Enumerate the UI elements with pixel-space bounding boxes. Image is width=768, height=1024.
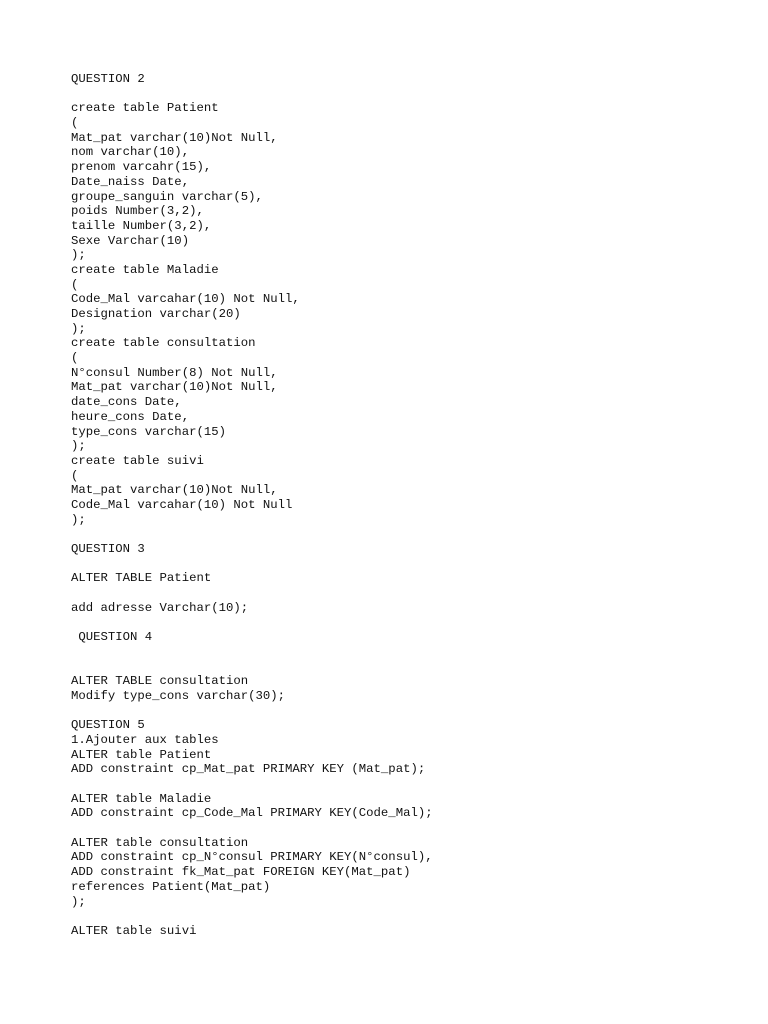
- text-line: ALTER table suivi: [71, 923, 197, 938]
- text-line: poids Number(3,2),: [71, 204, 204, 219]
- sql-code-text: [71, 72, 751, 939]
- text-line: heure_cons Date,: [71, 409, 190, 424]
- text-line: Code_Mal varcahar(10) Not Null: [71, 497, 293, 512]
- text-line: );: [71, 248, 86, 263]
- text-line: ALTER table consultation: [71, 835, 249, 850]
- text-line: create table Patient: [71, 101, 219, 116]
- text-line: nom varchar(10),: [71, 145, 190, 160]
- text-line: ALTER TABLE Patient: [71, 571, 212, 586]
- text-line: );: [71, 439, 86, 454]
- text-line: ALTER TABLE consultation: [71, 674, 249, 689]
- blank-line: [71, 527, 751, 542]
- blank-line: [71, 87, 751, 102]
- text-line: type_cons varchar(15): [71, 424, 226, 439]
- blank-line: [71, 645, 751, 660]
- text-line: Designation varchar(20): [71, 307, 241, 321]
- text-line: QUESTION 5: [71, 718, 145, 733]
- text-line: Modify type_cons varchar(30);: [71, 688, 286, 703]
- text-line: groupe_sanguin varchar(5),: [71, 189, 263, 204]
- blank-line: [71, 615, 751, 630]
- text-line: create table Maladie: [71, 262, 219, 277]
- text-line: ADD constraint cp_N°consul PRIMARY KEY(N°consul),: [71, 850, 433, 865]
- text-line: Sexe Varchar(10): [71, 233, 190, 248]
- text-line: N°consul Number(8) Not Null,: [71, 365, 278, 380]
- text-line: prenom varcahr(15),: [71, 160, 212, 175]
- blank-line: [71, 586, 751, 601]
- text-line: create table consultation: [71, 336, 256, 351]
- text-line: (: [71, 277, 79, 292]
- text-line: add adresse Varchar(10);: [71, 600, 249, 615]
- blank-line: [71, 557, 751, 572]
- text-line: );: [71, 894, 86, 909]
- text-line: ADD constraint fk_Mat_pat FOREIGN KEY(Mat_pat): [71, 865, 411, 880]
- text-line: );: [71, 321, 86, 336]
- blank-line: [71, 821, 751, 836]
- text-line: );: [71, 512, 86, 527]
- text-line: ADD constraint cp_Code_Mal PRIMARY KEY(Code_Mal);: [71, 806, 433, 821]
- text-line: references Patient(Mat_pat): [71, 879, 271, 894]
- blank-line: [71, 660, 751, 675]
- text-line: date_cons Date,: [71, 395, 182, 410]
- blank-line: [71, 777, 751, 792]
- blank-line: [71, 704, 751, 719]
- text-line: ALTER table Patient: [71, 747, 212, 762]
- text-line: Mat_pat varchar(10)Not Null,: [71, 483, 278, 498]
- text-line: Mat_pat varchar(10)Not Null,: [71, 130, 278, 145]
- text-line: create table suivi: [71, 453, 204, 468]
- text-line: Date_naiss Date,: [71, 174, 190, 189]
- text-line: Mat_pat varchar(10)Not Null,: [71, 380, 278, 395]
- text-line: 1.Ajouter aux tables: [71, 732, 219, 747]
- text-line: ADD constraint cp_Mat_pat PRIMARY KEY (Mat_pat);: [71, 762, 426, 777]
- text-line: (: [71, 351, 79, 366]
- text-line: ALTER table Maladie: [71, 791, 212, 806]
- text-line: (: [71, 116, 79, 131]
- text-line: QUESTION 4: [71, 630, 153, 645]
- blank-line: [71, 909, 751, 924]
- text-line: taille Number(3,2),: [71, 218, 212, 233]
- text-line: Code_Mal varcahar(10) Not Null,: [71, 292, 300, 307]
- text-line: QUESTION 2: [71, 72, 145, 86]
- text-line: QUESTION 3: [71, 542, 145, 556]
- text-line: (: [71, 468, 79, 483]
